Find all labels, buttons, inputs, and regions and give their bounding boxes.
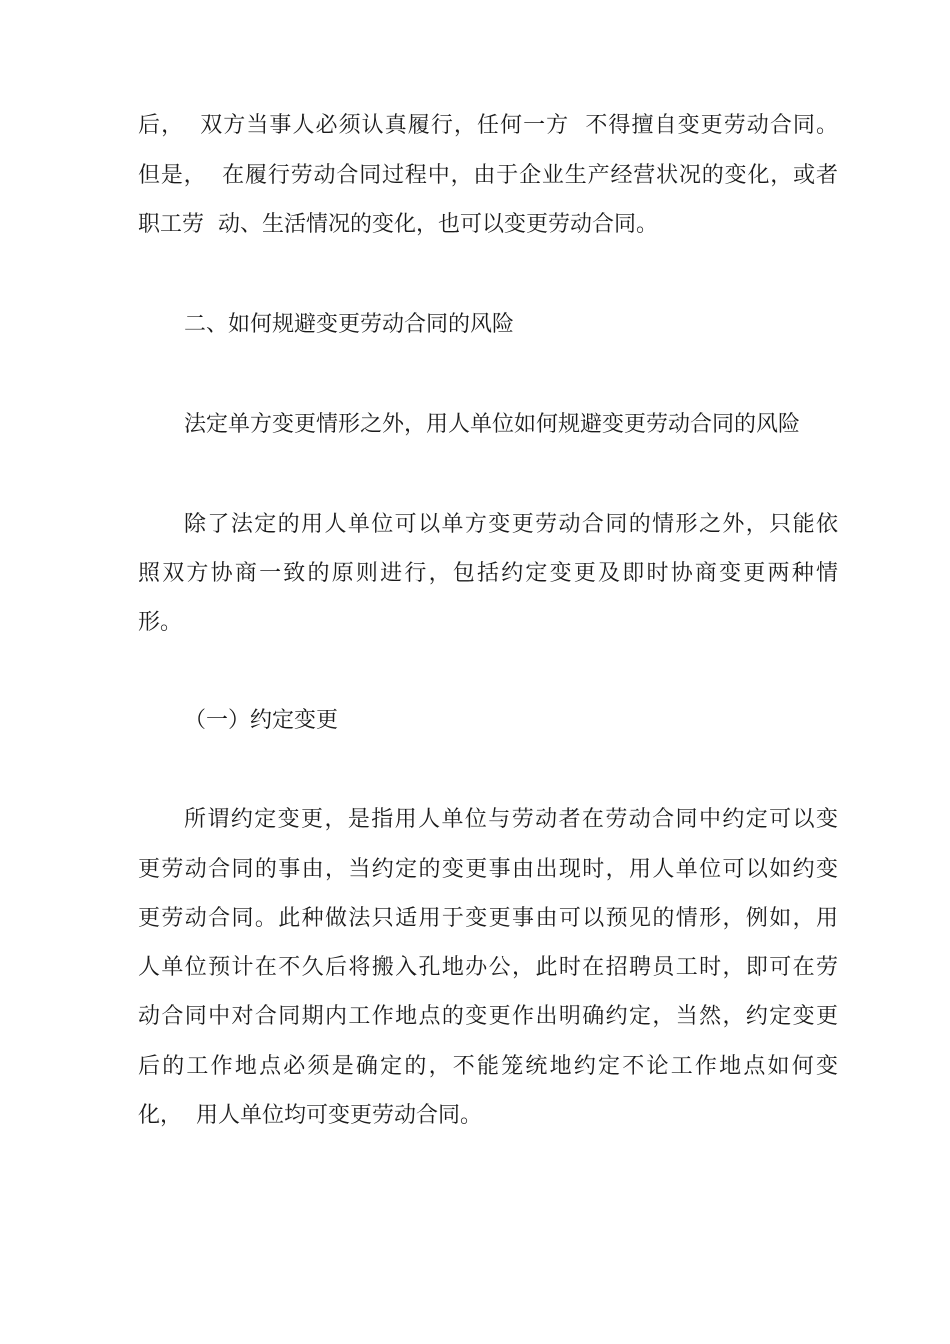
paragraph-line: 形。 xyxy=(138,610,183,635)
section-heading: 二、如何规避变更劳动合同的风险 xyxy=(184,312,515,337)
paragraph-line: 化， 用人单位均可变更劳动合同。 xyxy=(138,1103,482,1128)
paragraph-line: 动合同中对合同期内工作地点的变更作出明确约定，当然，约定变更 xyxy=(138,1004,838,1029)
paragraph-line: 后， 双方当事人必须认真履行，任何一方 不得擅自变更劳动合同。 xyxy=(138,113,838,138)
paragraph-line: 更劳动合同的事由，当约定的变更事由出现时，用人单位可以如约变 xyxy=(138,857,838,882)
paragraph-line: 除了法定的用人单位可以单方变更劳动合同的情形之外，只能依 xyxy=(184,512,838,537)
subheading: 法定单方变更情形之外，用人单位如何规避变更劳动合同的风险 xyxy=(184,412,801,437)
subsection-heading: （一）约定变更 xyxy=(184,708,339,733)
paragraph-line: 更劳动合同。此种做法只适用于变更事由可以预见的情形，例如，用 xyxy=(138,906,838,931)
paragraph-line: 后的工作地点必须是确定的，不能笼统地约定不论工作地点如何变 xyxy=(138,1054,838,1079)
paragraph-line: 职工劳 动、生活情况的变化，也可以变更劳动合同。 xyxy=(138,212,658,237)
paragraph-line: 照双方协商一致的原则进行，包括约定变更及即时协商变更两种情 xyxy=(138,561,838,586)
paragraph-line: 但是， 在履行劳动合同过程中，由于企业生产经营状况的变化，或者 xyxy=(138,163,838,188)
paragraph-line: 人单位预计在不久后将搬入孔地办公，此时在招聘员工时，即可在劳 xyxy=(138,955,838,980)
paragraph-line: 所谓约定变更，是指用人单位与劳动者在劳动合同中约定可以变 xyxy=(184,807,838,832)
